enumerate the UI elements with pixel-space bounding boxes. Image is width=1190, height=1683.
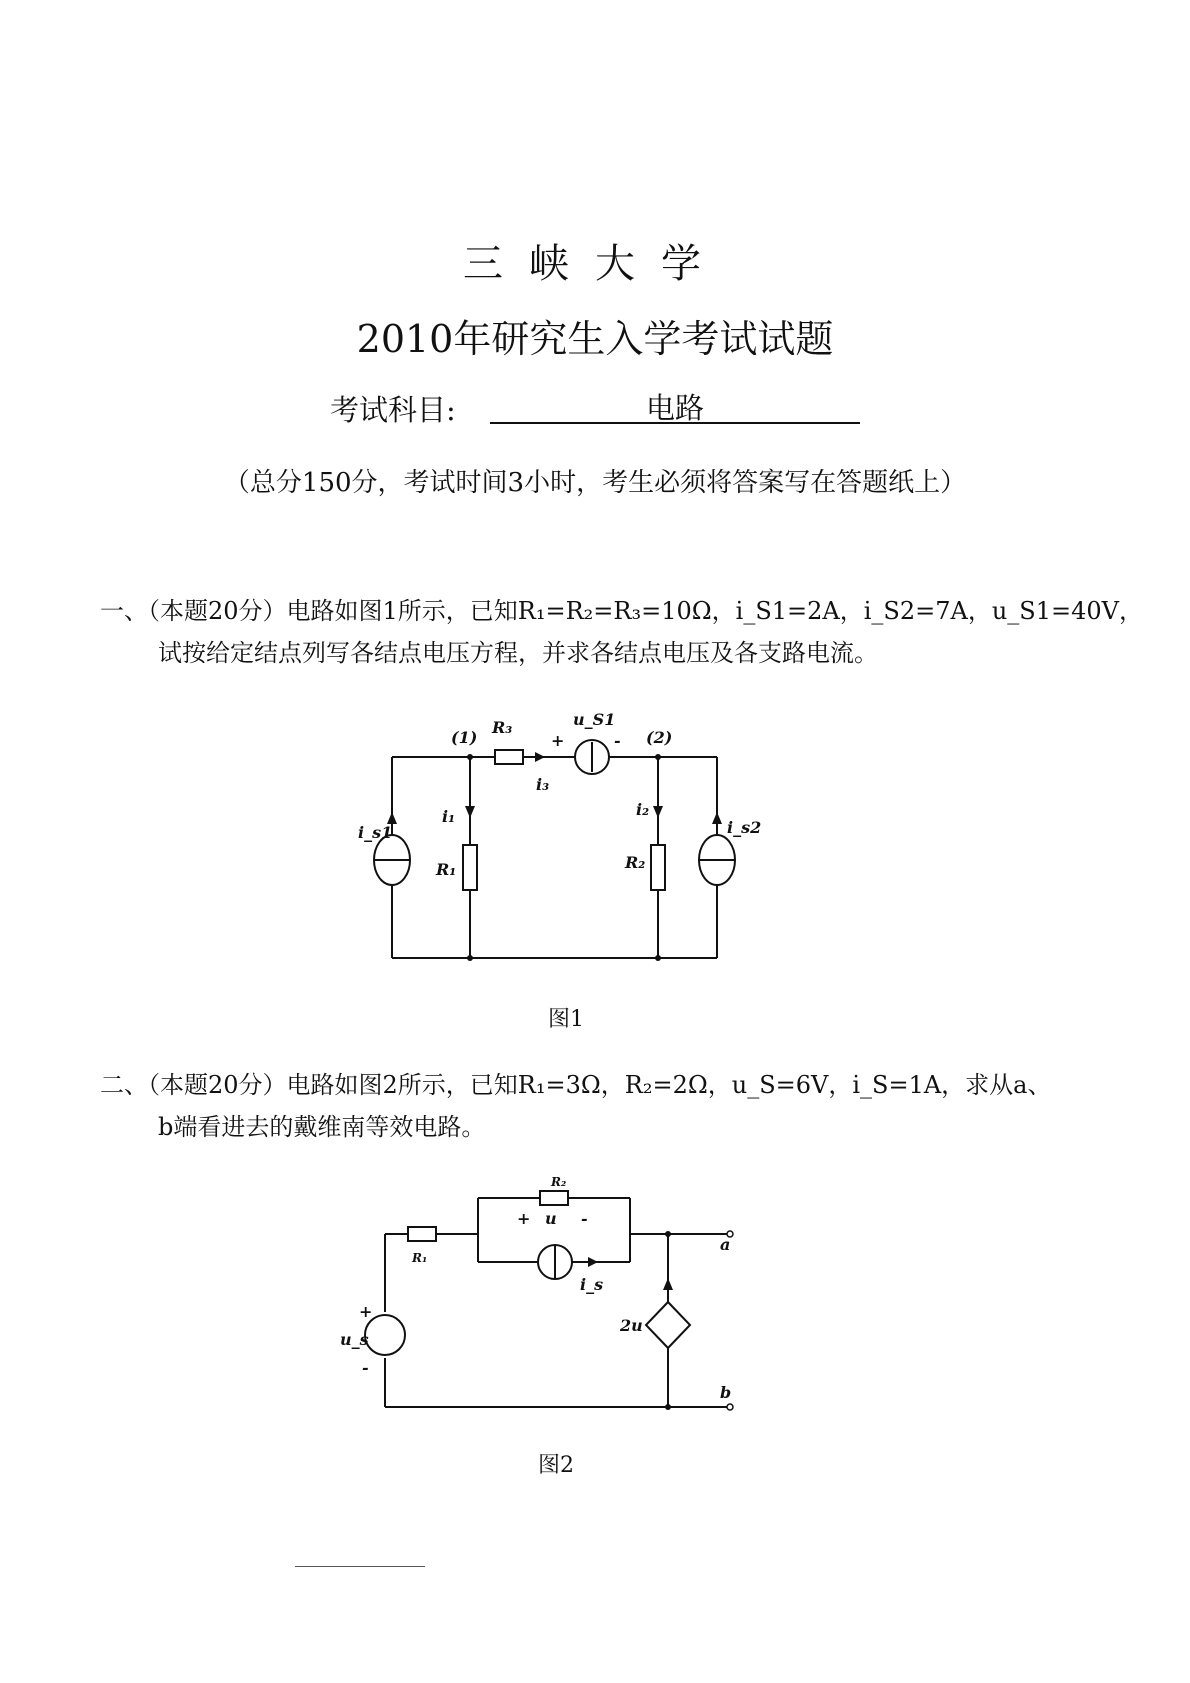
- question1-line2: 试按给定结点列写各结点电压方程，并求各结点电压及各支路电流。: [158, 639, 878, 667]
- fig1-label-r1: R₁: [436, 860, 457, 879]
- fig2-minus: -: [581, 1209, 588, 1228]
- fig1-label-i3: i₃: [536, 775, 550, 794]
- figure1-markers: [387, 752, 722, 961]
- arrow-is: [588, 1257, 598, 1267]
- figure2-caption: 图2: [538, 1453, 574, 1478]
- arrow-dep: [663, 1278, 673, 1290]
- fig2-label-r1: R₁: [412, 1251, 428, 1265]
- exam-note: （总分150分，考试时间3小时，考生必须将答案写在答题纸上）: [223, 468, 967, 498]
- fig1-node1: (1): [451, 728, 478, 747]
- resistor-r2: [651, 845, 665, 890]
- fig2-plus: +: [517, 1209, 531, 1228]
- fig1-label-r2: R₂: [625, 853, 646, 872]
- arrow-is2: [712, 812, 722, 824]
- resistor-r1: [408, 1227, 436, 1241]
- fig1-minus: -: [614, 731, 621, 750]
- exam-title: 2010年研究生入学考试试题: [356, 317, 834, 361]
- fig2-label-r2: R₂: [551, 1175, 567, 1189]
- fig2-label-2u: 2u: [620, 1316, 643, 1335]
- fig1-label-i1: i₁: [442, 807, 456, 826]
- resistor-r3: [495, 750, 523, 764]
- arrow-i2: [653, 806, 663, 818]
- fig1-node2: (2): [646, 728, 673, 747]
- fig2-label-a: a: [720, 1235, 731, 1254]
- fig2-minus-us: -: [362, 1358, 369, 1377]
- fig2-label-is: i_s: [580, 1275, 604, 1294]
- figure1-caption: 图1: [548, 1007, 584, 1032]
- fig2-label-u: u: [545, 1209, 557, 1228]
- fig1-plus: +: [551, 731, 565, 750]
- fig2-label-b: b: [720, 1383, 732, 1402]
- resistor-r2: [540, 1191, 568, 1205]
- fig1-label-r3: R₃: [492, 718, 513, 737]
- question1-line1: 一、（本题20分）电路如图1所示，已知R₁=R₂=R₃=10Ω，i_S1=2A，i_S2=7A，u_S1=40V，: [100, 597, 1143, 625]
- resistor-r1: [463, 845, 477, 890]
- question2-line2: b端看进去的戴维南等效电路。: [158, 1113, 486, 1141]
- arrow-i1: [465, 806, 475, 818]
- fig2-label-us: u_s: [340, 1330, 369, 1349]
- figure1-circuit: [374, 740, 735, 958]
- fig1-label-is2: i_s2: [727, 818, 762, 837]
- dependent-source-2u: [646, 1302, 690, 1348]
- fig1-label-us1: u_S1: [573, 710, 616, 729]
- terminal-b: [727, 1404, 733, 1410]
- school-name: 三峡大学: [463, 241, 727, 287]
- fig1-label-i2: i₂: [636, 800, 650, 819]
- fig2-plus-us: +: [359, 1302, 373, 1321]
- voltage-source-us: [365, 1315, 405, 1355]
- subject-label: 考试科目:: [330, 393, 456, 427]
- question2-line1: 二、（本题20分）电路如图2所示，已知R₁=3Ω，R₂=2Ω，u_S=6V，i_S=1A，求从a、: [100, 1071, 1052, 1099]
- arrow-i3: [535, 752, 545, 762]
- fig1-label-is1: i_s1: [358, 823, 393, 842]
- subject-value: 电路: [645, 391, 704, 425]
